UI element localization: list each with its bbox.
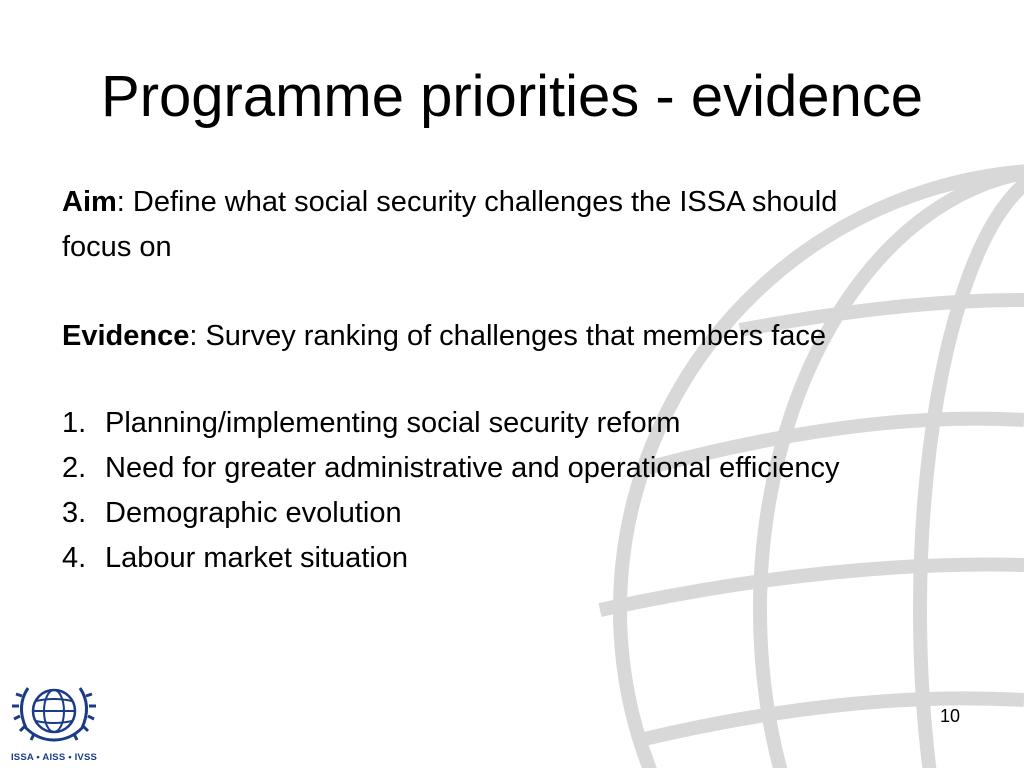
list-item bbox=[62, 450, 862, 486]
list-item-number: 1. bbox=[62, 407, 87, 439]
slide-title: Programme priorities - evidence bbox=[101, 64, 923, 129]
list-item-number: 2. bbox=[62, 452, 87, 484]
list-item bbox=[62, 540, 862, 576]
aim-paragraph bbox=[62, 180, 882, 270]
priority-list bbox=[62, 405, 862, 585]
page-number: 10 bbox=[939, 706, 961, 726]
logo-text: ISSA • AISS • IVSS bbox=[10, 752, 98, 763]
list-item-text: Need for greater administrative and operational efficiency bbox=[105, 452, 840, 484]
list-item-number: 4. bbox=[62, 542, 87, 574]
aim-label: Aim bbox=[62, 186, 117, 218]
list-item-text: Demographic evolution bbox=[105, 497, 402, 529]
evidence-text: : Survey ranking of challenges that members face bbox=[189, 320, 827, 352]
list-item bbox=[62, 405, 862, 441]
evidence-label: Evidence bbox=[62, 320, 190, 352]
evidence-paragraph bbox=[62, 314, 992, 359]
issa-logo bbox=[8, 676, 100, 763]
list-item-text: Labour market situation bbox=[105, 542, 409, 574]
list-item-text: Planning/implementing social security reform bbox=[105, 407, 681, 439]
issa-emblem-icon bbox=[8, 676, 100, 746]
list-item bbox=[62, 495, 862, 531]
list-item-number: 3. bbox=[62, 497, 87, 529]
aim-text: : Define what social security challenges the ISSA should focus on bbox=[62, 186, 838, 263]
